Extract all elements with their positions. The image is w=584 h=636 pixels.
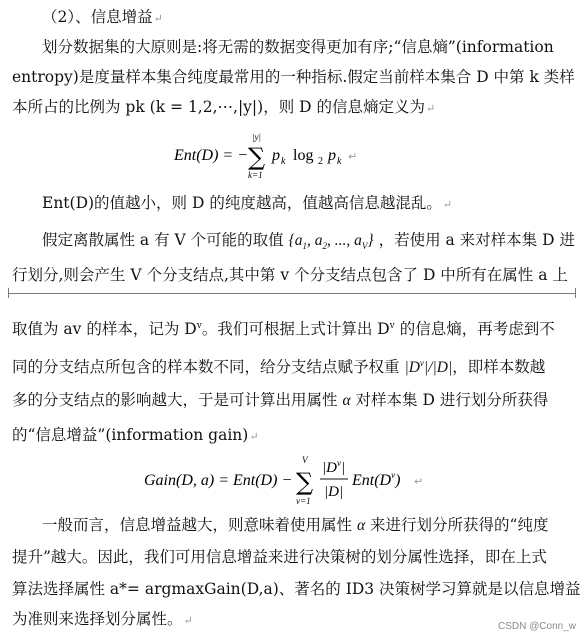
- sup-v: v: [196, 321, 202, 331]
- p5-line1b: 来进行划分所获得的“纯度: [370, 516, 549, 534]
- p4-line3: [12, 389, 572, 412]
- p1-line3-wrap: [12, 96, 572, 120]
- eq2-lhs: Gain(D, a) = Ent(D) −: [144, 472, 293, 489]
- page-break-divider: [0, 292, 584, 296]
- eq2-upper: V: [302, 455, 308, 465]
- eq1-p: p: [272, 147, 280, 164]
- p5-line4: 为准则来选择划分属性。: [12, 610, 183, 628]
- page-break-tick-left: [8, 288, 9, 298]
- p5-line2: 提升”越大。因此，我们可用信息增益来进行决策树的划分属性选择，即在上式: [12, 548, 547, 566]
- entropy-equation: [0, 128, 584, 182]
- p3-line1: [42, 229, 575, 257]
- p4-line1: [12, 315, 572, 340]
- p4-line1a: 取值为 av 的样本，记为 D: [12, 320, 197, 339]
- eq1-upper: |y|: [252, 132, 261, 142]
- eq1-p-sub: k: [281, 156, 286, 167]
- p4-line3b: 对样本集 D 进行划分所获得: [355, 391, 549, 409]
- paragraph-mark: ↵: [249, 430, 259, 443]
- p5-line1: [42, 514, 572, 537]
- p2-text: Ent(D)的值越小，则 D 的纯度越高，值越高信息越混乱。: [42, 194, 442, 212]
- eq2-denominator: |D|: [324, 484, 344, 500]
- sigma-symbol: ∑: [248, 143, 266, 171]
- page-break-rule: [8, 293, 576, 294]
- p1-line1: 划分数据集的大原则是:将无需的数据变得更加有序;“信息熵”(information: [42, 38, 554, 56]
- eq1-tail-sub: k: [337, 156, 342, 167]
- gain-equation-svg: [142, 452, 442, 510]
- alpha-symbol: α: [356, 517, 366, 534]
- p3-line1b: ，若使用 a 来对样本集 D 进: [378, 231, 575, 249]
- sigma-symbol: ∑: [296, 468, 314, 496]
- p3-line2: 行划分,则会产生 V 个分支结点,其中第 v 个分支结点包含了 D 中所有在属性 a 上: [12, 266, 568, 284]
- p4-line2b: ，即样本数越: [452, 358, 546, 377]
- eq1-tail: p: [328, 147, 336, 164]
- p4-line4: 的“信息增益”(information gain): [12, 426, 249, 444]
- alpha-symbol: α: [342, 392, 351, 409]
- paragraph-mark: ↵: [442, 198, 453, 211]
- p4-line1b: 。我们可根据上式计算出 D: [201, 320, 390, 339]
- weight-expression: $|D^v|/|D|$: [404, 358, 453, 377]
- p4-line2: [12, 352, 572, 379]
- p5-line4-wrap: [12, 608, 572, 632]
- csdn-watermark: CSDN @Conn_w: [498, 621, 576, 632]
- eq2-numerator: $|D^v|$: [322, 458, 346, 476]
- entropy-equation-svg: [172, 128, 412, 182]
- p1-line2: entropy)是度量样本集合纯度最常用的一种指标.假定当前样本集合 D 中第 k 类样: [12, 68, 575, 86]
- eq1-log: log: [293, 147, 314, 164]
- section-heading: [42, 6, 584, 30]
- value-set: {$a_1$, $a_2$, ..., $a_V$}: [288, 232, 374, 252]
- eq2-lower: v=1: [296, 496, 311, 506]
- eq1-log-sub: 2: [318, 156, 323, 167]
- heading-text: （2）、信息增益: [42, 8, 153, 26]
- paragraph-mark: ↵: [425, 102, 436, 115]
- eq2-tail: $Ent(D^v)$: [352, 470, 401, 489]
- p4-line1c: 的信息熵，再考虑到不: [394, 320, 555, 339]
- p2-wrap: [42, 192, 572, 216]
- p4-line2a: 同的分支结点所包含的样本数不同，给分支结点赋予权重: [12, 358, 400, 377]
- p4-line4-wrap: [12, 424, 572, 448]
- p4-line3a: 多的分支结点的影响越大，于是可计算出用属性: [12, 391, 338, 409]
- page-break-tick-right: [575, 288, 576, 298]
- gain-equation: [0, 452, 584, 510]
- eq1-lower: k=1: [248, 170, 263, 180]
- p5-line3: 算法选择属性 a*= argmaxGain(D,a)、著名的 ID3 决策树学习算就是以信息增益: [12, 580, 581, 598]
- paragraph-mark: ↵: [414, 475, 424, 488]
- paragraph-mark: ↵: [153, 12, 163, 25]
- p5-line1a: 一般而言，信息增益越大，则意味着使用属性: [42, 516, 353, 534]
- paragraph-mark: ↵: [183, 614, 193, 627]
- p1-line3: 本所占的比例为 pk (k = 1,2,⋯,|y|)，则 D 的信息熵定义为: [12, 98, 425, 116]
- p3-line1a: 假定离散属性 a 有 V 个可能的取值: [42, 231, 284, 249]
- eq1-lhs: Ent(D) = −: [174, 147, 249, 164]
- paragraph-mark: ↵: [348, 150, 358, 163]
- sup-v: v: [389, 321, 395, 331]
